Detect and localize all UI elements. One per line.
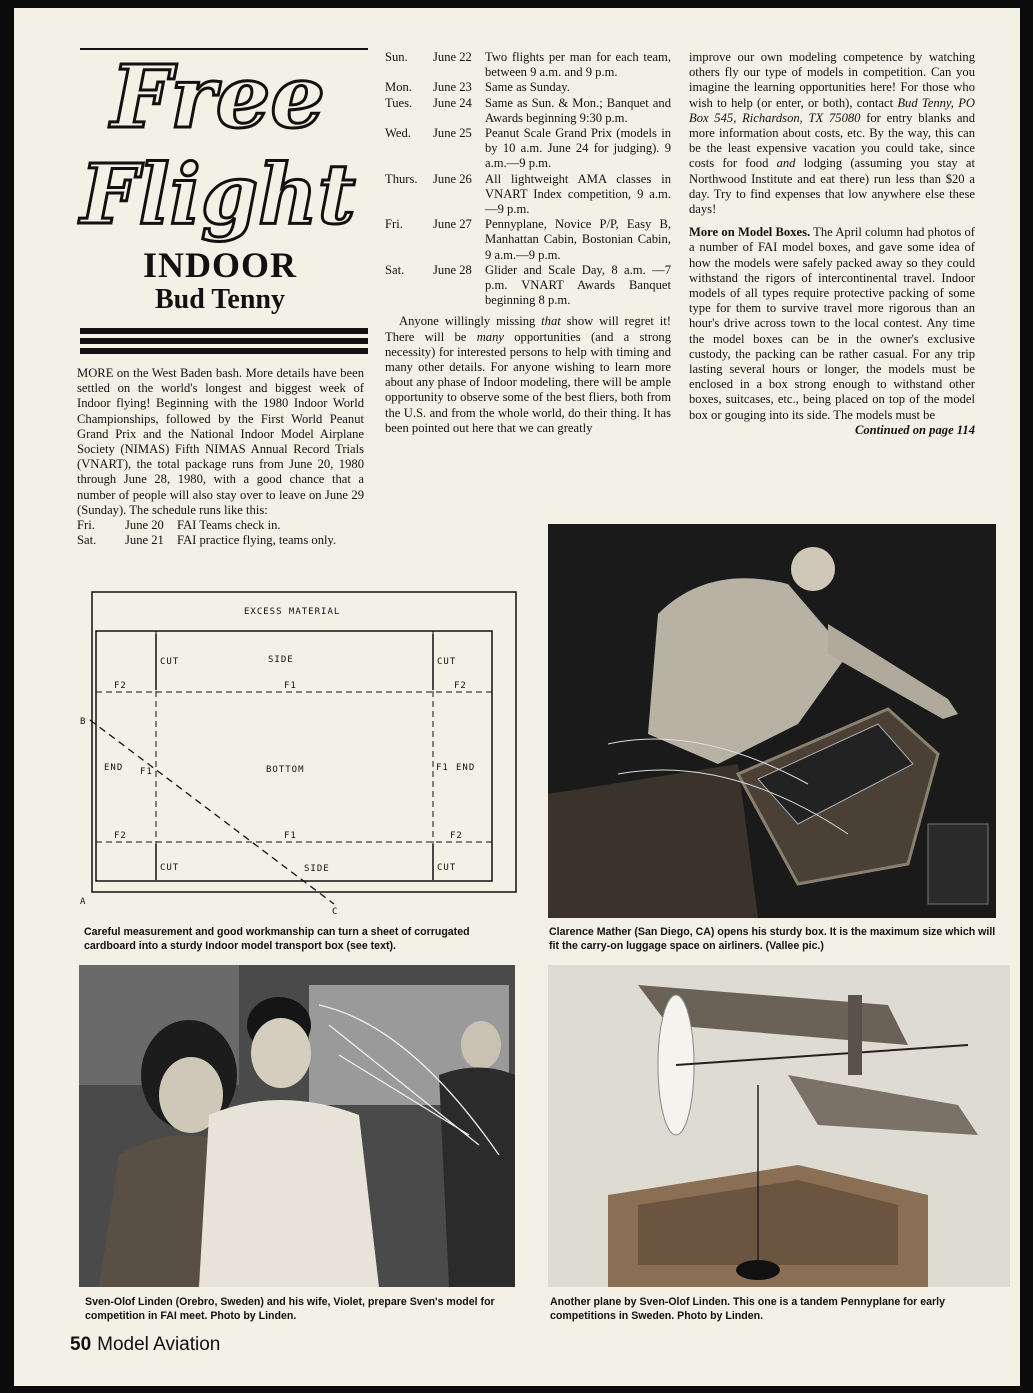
schedule-row: [77, 518, 362, 533]
photo-art: [79, 965, 515, 1287]
schedule-row: [385, 96, 671, 126]
masthead-rule-2: [80, 338, 368, 344]
masthead-rule-1: [80, 328, 368, 334]
schedule-text: FAI practice flying, teams only.: [177, 533, 337, 548]
free-flight-logo: [68, 45, 368, 255]
photo2-caption: Sven-Olof Linden (Orebro, Sweden) and his wife, Violet, prepare Sven's model for competition in FAI meet. Photo by Linden.: [85, 1296, 495, 1322]
contact-paragraph: improve our own modeling competence by watching others fly our type of models in competition. Can you imagine the learning opportunities here! For those who wish to help (or enter, or both), contact Bud Tenny, PO Box 545, Richardson, TX 75080 for entry blanks and more information about costs, etc. By the way, this can be the least expensive vacation you could take, since costs for food and lodging (assuming you stay at Northwood Institute and eat there) run less than $20 a day. Try to find expenses that low anywhere else these days!: [689, 50, 976, 217]
schedule-row: [385, 217, 671, 263]
label-point-c: C: [332, 907, 339, 917]
label-point-b: B: [80, 717, 87, 727]
photo-sven-olof-linden: [79, 965, 515, 1287]
photo-art: [548, 965, 1010, 1287]
schedule-day: Tues.: [385, 95, 413, 110]
schedule-text: Pennyplane, Novice P/P, Easy B, Manhattan Cabin, Bostonian Cabin, 9 a.m.—9 p.m.: [485, 217, 671, 262]
intro-paragraph: MORE on the West Baden bash. More details have been settled on the world's longest and biggest week of Indoor flying! Beginning with the 1980 Indoor World Championships, followed by the First World Peanut Grand Prix and the National Indoor Model Airplane Society (NIMAS) Fifth NIMAS Annual Record Trials (VNART), the total package runs from June 20, 1980 through June 28, 1980, with a good chance that a number of people will also stay over to leave on June 29 (Sunday). The schedule runs like this:: [77, 366, 364, 517]
label-point-a: A: [80, 897, 87, 907]
label-end-left: END: [104, 763, 124, 773]
department-title: INDOOR: [142, 245, 297, 285]
schedule-table-1: [77, 518, 362, 548]
label-f2: F2: [114, 681, 127, 691]
schedule-date: June 25: [433, 126, 472, 141]
page-footer: [70, 1334, 220, 1356]
schedule-text: Peanut Scale Grand Prix (models in by 10 a.m. June 24 for judging). 9 a.m.—9 p.m.: [485, 126, 671, 171]
label-excess-material: EXCESS MATERIAL: [244, 607, 341, 617]
schedule-day: Wed.: [385, 126, 411, 141]
schedule-date: June 24: [433, 95, 472, 110]
photo-art: [548, 524, 996, 918]
masthead-rule-3: [80, 348, 368, 354]
photo1-caption: Clarence Mather (San Diego, CA) opens his sturdy box. It is the maximum size which will fit the carry-on luggage space on airliners. (Vallee pic.): [549, 926, 996, 952]
label-f2: F2: [450, 831, 463, 841]
schedule-date: June 22: [433, 50, 472, 64]
logo-word-free: Free: [110, 47, 326, 148]
model-boxes-paragraph: More on Model Boxes. The April column had photos of a number of FAI model boxes, and gave some idea of how the models were safely packed away so they could withstand the rigors of intercontinental travel. Indoor models of all types require protective packing of some type for them to survive travel more rigorous than an hour's drive across town to the local contest. Any time the model boxes can be in the owner's exclusive custody, the packing can be rather casual. For any trip lasting several hours or longer, the models must be enclosed in a box strong enough to withstand other boxes, suitcases, etc., being placed on top of the model box or gouging into its side. The models must be: [689, 225, 975, 422]
schedule-row: [385, 263, 671, 309]
schedule-text: Same as Sun. & Mon.; Banquet and Awards beginning 9:30 p.m.: [485, 95, 671, 125]
column-2: [385, 50, 671, 436]
schedule-row: [385, 80, 671, 95]
schedule-row: [385, 50, 671, 80]
label-f1: F1: [436, 763, 449, 773]
schedule-row: [77, 533, 362, 548]
schedule-day: Fri.: [77, 518, 95, 533]
contact-address: Bud Tenny, PO Box 545, Richardson, TX 75080: [689, 95, 975, 125]
label-f2: F2: [114, 831, 127, 841]
label-f2: F2: [454, 681, 467, 691]
diagram-caption: Careful measurement and good workmanship can turn a sheet of corrugated cardboard into a sturdy Indoor model transport box (see text).: [84, 926, 470, 952]
column-3: [689, 50, 975, 438]
schedule-text: Same as Sunday.: [485, 80, 570, 95]
schedule-day: Sat.: [385, 262, 405, 277]
schedule-text: Two flights per man for each team, between 9 a.m. and 9 p.m.: [485, 50, 671, 80]
column-1: [77, 366, 364, 548]
label-end-right: END: [456, 763, 476, 773]
box-pattern-diagram: [76, 588, 526, 918]
page-number: 50: [70, 1334, 92, 1355]
schedule-date: June 27: [433, 217, 472, 232]
schedule-table-2: [385, 50, 671, 308]
schedule-row: [385, 172, 671, 218]
schedule-text: Glider and Scale Day, 8 a.m. —7 p.m. VNART Awards Banquet beginning 8 p.m.: [485, 262, 671, 308]
volunteer-paragraph: Anyone willingly missing that show will regret it! There will be many opportunities (and a strong necessity) for interested persons to help with timing and many other details. For anyone wishing to learn more about any phase of Indoor modeling, there will be ample opportunity to observe some of the best fliers, both from the U.S. and from the whole world, do their thing. It has been pointed out here that we can greatly: [385, 314, 671, 435]
schedule-row: [385, 126, 671, 172]
schedule-day: Sat.: [77, 533, 97, 548]
label-side-top: SIDE: [268, 655, 294, 665]
logo-word-flight: Flight: [80, 147, 356, 243]
label-bottom: BOTTOM: [266, 765, 305, 775]
schedule-day: Sun.: [385, 50, 408, 64]
photo-tandem-pennyplane: [548, 965, 1010, 1287]
schedule-day: Fri.: [385, 217, 403, 232]
label-cut: CUT: [160, 657, 180, 667]
schedule-text: All lightweight AMA classes in VNART Index competition, 9 a.m.—9 p.m.: [485, 171, 671, 217]
label-f1: F1: [284, 681, 297, 691]
label-cut: CUT: [437, 863, 457, 873]
label-cut: CUT: [437, 657, 457, 667]
section-heading: More on Model Boxes.: [689, 225, 811, 240]
label-cut: CUT: [160, 863, 180, 873]
magazine-name: Model Aviation: [97, 1334, 221, 1355]
schedule-day: Mon.: [385, 80, 412, 95]
schedule-date: June 28: [433, 262, 472, 277]
photo-clarence-mather: [548, 524, 996, 918]
label-f1: F1: [140, 767, 153, 777]
schedule-date: June 20: [125, 518, 164, 533]
schedule-text: FAI Teams check in.: [177, 518, 281, 533]
continued-link[interactable]: Continued on page 114: [854, 422, 975, 437]
author-byline: Bud Tenny: [155, 284, 285, 315]
schedule-date: June 26: [433, 171, 472, 186]
schedule-date: June 23: [433, 80, 472, 95]
schedule-day: Thurs.: [385, 171, 418, 186]
label-f1: F1: [284, 831, 297, 841]
photo3-caption: Another plane by Sven-Olof Linden. This one is a tandem Pennyplane for early competitions in Sweden. Photo by Linden.: [550, 1296, 945, 1322]
schedule-date: June 21: [125, 533, 164, 548]
label-side-bottom: SIDE: [304, 864, 330, 874]
